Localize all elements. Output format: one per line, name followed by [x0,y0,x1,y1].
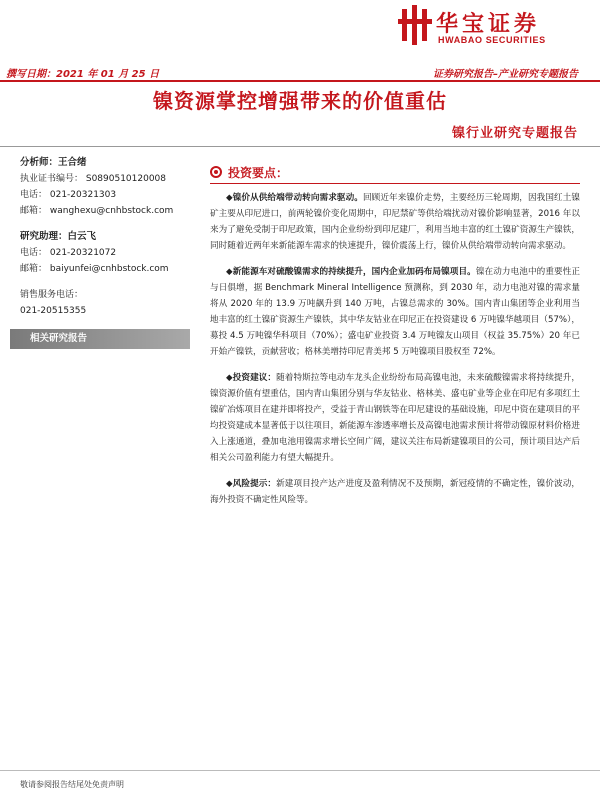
paragraph-lead: ◆新能源车对硫酸镍需求的持续提升，国内企业加码布局镍项目。 [226,267,476,277]
report-title: 镍资源掌控增强带来的价值重估 [153,89,447,113]
company-logo [398,5,578,49]
paragraph-text: 回顾近年来镍价走势，主要经历三轮周期，因我国红土镍矿主要从印尼进口，前两轮镍价变化周期中，印尼禁矿等供给端扰动对镍价影响显著，2016 年以来为了避免受制于印尼政策，国内企业纷纷到印尼建厂，利用当地丰富的红土镍矿资源生产镍铁，同时随着近两年来新能源车需求的快速提升，镍价震荡上行，镍价从供给端带动转向需求驱动。 [210,193,580,251]
sales-phone-label: 销售服务电话： [20,290,84,300]
target-icon [210,166,222,178]
logo-name-cn: 华宝证券 [436,12,541,37]
assistant-phone: 电话： 021-20321072 [20,248,117,258]
section-heading-text: 投资要点： [228,165,289,180]
section-heading [210,163,580,181]
paragraph [210,190,580,254]
report-subtitle: 镍行业研究专题报告 [451,126,578,141]
footer-disclaimer: 敬请参阅报告结尾处免责声明 [20,780,124,789]
header-divider [0,80,600,82]
analyst-email[interactable]: 邮箱： wanghexu@cnhbstock.com [20,206,174,216]
paragraph-text: 新建项目投产达产进度及盈利情况不及预期，新冠疫情的不确定性，镍价波动，海外投资不确定性风险等。 [210,479,580,505]
analyst-license: 执业证书编号： S0890510120008 [20,174,167,184]
paragraph [210,476,580,508]
paragraph-lead: ◆镍价从供给端带动转向需求驱动。 [226,193,363,203]
paragraph [210,264,580,360]
hwabao-logo-icon [398,5,432,45]
section-divider [210,183,580,184]
paragraph-lead: ◆投资建议： [226,373,277,383]
title-divider [0,146,600,147]
assistant-name: 研究助理：白云飞 [20,231,97,242]
paragraph-text: 镍在动力电池中的重要性正与日俱增，据 Benchmark Mineral Intelligence 预测称，到 2030 年，动力电池对镍的需求量将从 2020 年的 13.9 万吨飙升到 140 万吨，占镍总需求的 30%。国内青山集团等企业利用当地丰富的红土镍矿资源生产镍铁，其中华友钴业在印尼正在投资建设 6 万吨镍华越项目（57%），募投 4.5 万吨镍华科项目（70%）；盛屯矿业投资 3.4 万吨镍友山项目（权益 35.75%）20 年已开始产镍铁，贡献营收；格林美增持印尼青美邦 5 万吨镍项目股权至 72%。 [210,267,580,357]
paragraph-text: 随着特斯拉等电动车龙头企业纷纷布局高镍电池，未来硫酸镍需求将持续提升，镍资源价值有望重估，国内青山集团分别与华友钴业、格林美、盛屯矿业等企业在印尼有多项红土镍矿冶炼项目在建并即将投产，受益于青山钢铁等在印尼建设的基础设施，印尼中资在建项目的平均投资建成本显著低于以往项目，新能源车渗透率增长及高镍电池需求预计将带动镍原材料价格进入上涨通道，叠加电池用镍需求增长空间广阔，建议关注布局新建镍项目的公司，预计项目达产后相关公司盈利能力有望大幅提升。 [210,373,580,463]
analyst-phone: 电话： 021-20321303 [20,190,117,200]
author-sidebar [20,155,195,349]
investment-highlights [210,163,580,508]
logo-name-en: HWABAO SECURITIES [438,35,546,45]
assistant-email[interactable]: 邮箱： baiyunfei@cnhbstock.com [20,264,169,274]
related-reports-header: 相关研究报告 [10,329,190,349]
paragraph-lead: ◆风险提示： [226,479,277,489]
report-date: 撰写日期：2021 年 01 月 25 日 [6,69,160,80]
sales-phone: 021-20515355 [20,306,87,316]
footer-divider [0,770,600,771]
paragraph [210,370,580,466]
analyst-name: 分析师：王合绪 [20,157,87,168]
report-type: 证券研究报告–产业研究专题报告 [433,69,578,80]
